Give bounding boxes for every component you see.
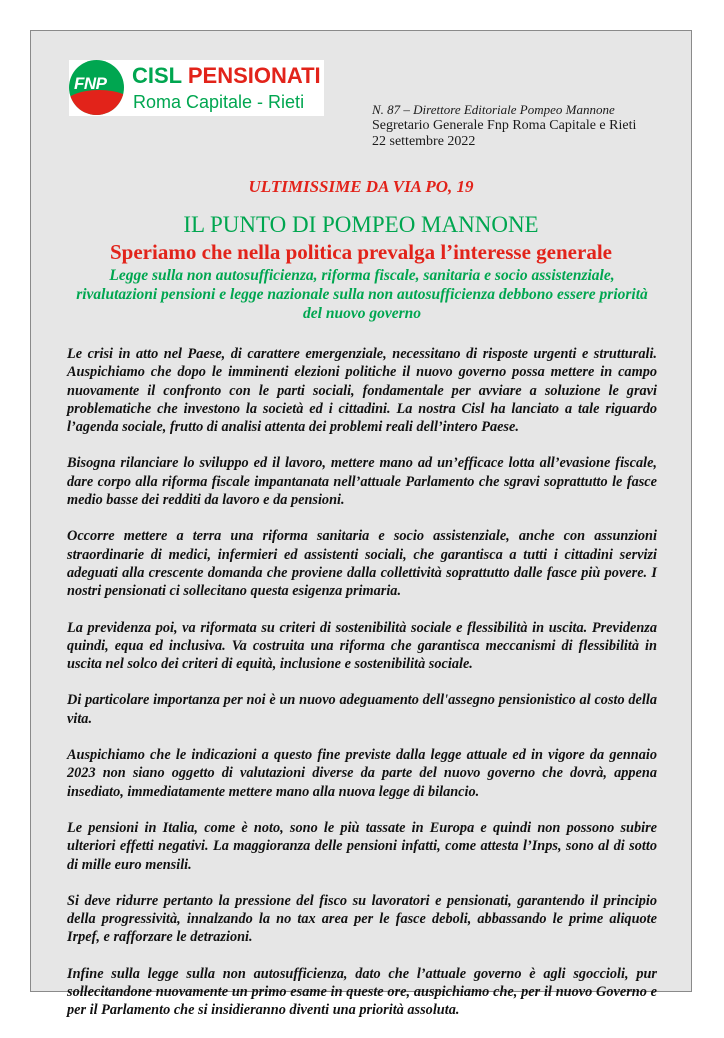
kicker-heading: ULTIMISSIME DA VIA PO, 19 [248, 177, 474, 196]
issue-editorial-line: N. 87 – Direttore Editoriale Pompeo Mannone [372, 102, 615, 117]
body-paragraph: Si deve ridurre pertanto la pressione del fisco su lavoratori e pensionati, garantendo il principio della progressività, innalzando la no tax area per le fasce deboli, abbassando le prime aliquote Irpef, e rafforzare le detrazioni. [67, 892, 657, 946]
article-subtitle: Speriamo che nella politica prevalga l’interesse generale [110, 240, 612, 264]
article-summary: Legge sulla non autosufficienza, riforma fiscale, sanitaria e socio assistenziale, rivalutazioni pensioni e legge nazionale sulla non autosufficienza debbono essere priorità del nuovo governo [76, 267, 648, 322]
body-paragraph: La previdenza poi, va riformata su criteri di sostenibilità sociale e flessibilità in uscita. Previdenza quindi, equa ed inclusiva. Va costruita una riforma che garantisca meccanismi di flessibilità in uscita nel solco dei criteri di equità, inclusione e sostenibilità sociale. [67, 619, 657, 673]
body-paragraph: Le crisi in atto nel Paese, di carattere emergenziale, necessitano di risposte urgenti e strutturali. Auspichiamo che dopo le imminenti elezioni politiche il nuovo governo possa mettere in campo nuovamente il confronto con le parti sociali, fondamentale per avviare a soluzione le gravi problematiche che investono la società ed i cittadini. La nostra Cisl ha lanciato a tale riguardo l’agenda sociale, frutto di analisi attenta dei problemi reali dell’intero Paese. [67, 346, 657, 436]
body-paragraph: Infine sulla legge sulla non autosufficienza, dato che l’attuale governo è agli sgoccioli, pur sollecitandone nuovamente un primo esame in queste ore, auspichiamo che, per il nuovo Governo e per il Parlamento che si insidieranno diventi una priorità assoluta. [67, 965, 657, 1019]
fnp-emblem-icon [69, 60, 124, 115]
logo-region: Roma Capitale - Rieti [133, 92, 305, 112]
cisl-pensionati-logo [69, 60, 324, 116]
body-paragraph: Bisogna rilanciare lo sviluppo ed il lavoro, mettere mano ad un’efficace lotta all’evasione fiscale, dare corpo alla riforma fiscale impantanata nell’attuale Parlamento che sgravi soprattutto le fasce medio basse dei redditi da lavoro e da pensioni. [67, 455, 657, 509]
body-paragraph: Di particolare importanza per noi è un nuovo adeguamento dell'assegno pensionistico al costo della vita. [67, 692, 657, 727]
article-body [67, 345, 657, 1038]
logo-mark: FNP [74, 74, 107, 93]
body-paragraph: Occorre mettere a terra una riforma sanitaria e socio assistenziale, anche con assunzioni straordinarie di medici, infermieri ed assistenti sociali, che garantisca a tutti i cittadini servizi adeguati alla crescente domanda che proviene dalla collettività soprattutto dalle fasce più povere. I nostri pensionati ci sollecitano questa esigenza primaria. [67, 528, 657, 600]
body-paragraph: Auspichiamo che le indicazioni a questo fine previste dalla legge attuale ed in vigore da gennaio 2023 non siano oggetto di valutazioni diverse da parte del nuovo governo che dovrà, appena insediato, immediatamente mettere mano alla nuova legge di bilancio. [67, 747, 657, 800]
logo-brand-pensionati: PENSIONATI [187, 63, 321, 88]
issue-date: 22 settembre 2022 [372, 134, 476, 149]
body-paragraph: Le pensioni in Italia, come è noto, sono le più tassate in Europa e quindi non possono subire ulteriori effetti negativi. La maggioranza delle pensioni infatti, come attesta l’Inps, sono al di sotto di mille euro mensili. [67, 819, 657, 873]
logo-brand [132, 63, 321, 89]
secretary-line: Segretario Generale Fnp Roma Capitale e Rieti [372, 118, 637, 133]
article-title: IL PUNTO DI POMPEO MANNONE [183, 212, 539, 237]
header-meta [372, 102, 636, 150]
document-page [30, 30, 692, 1019]
logo-brand-cisl: CISL [132, 63, 182, 88]
